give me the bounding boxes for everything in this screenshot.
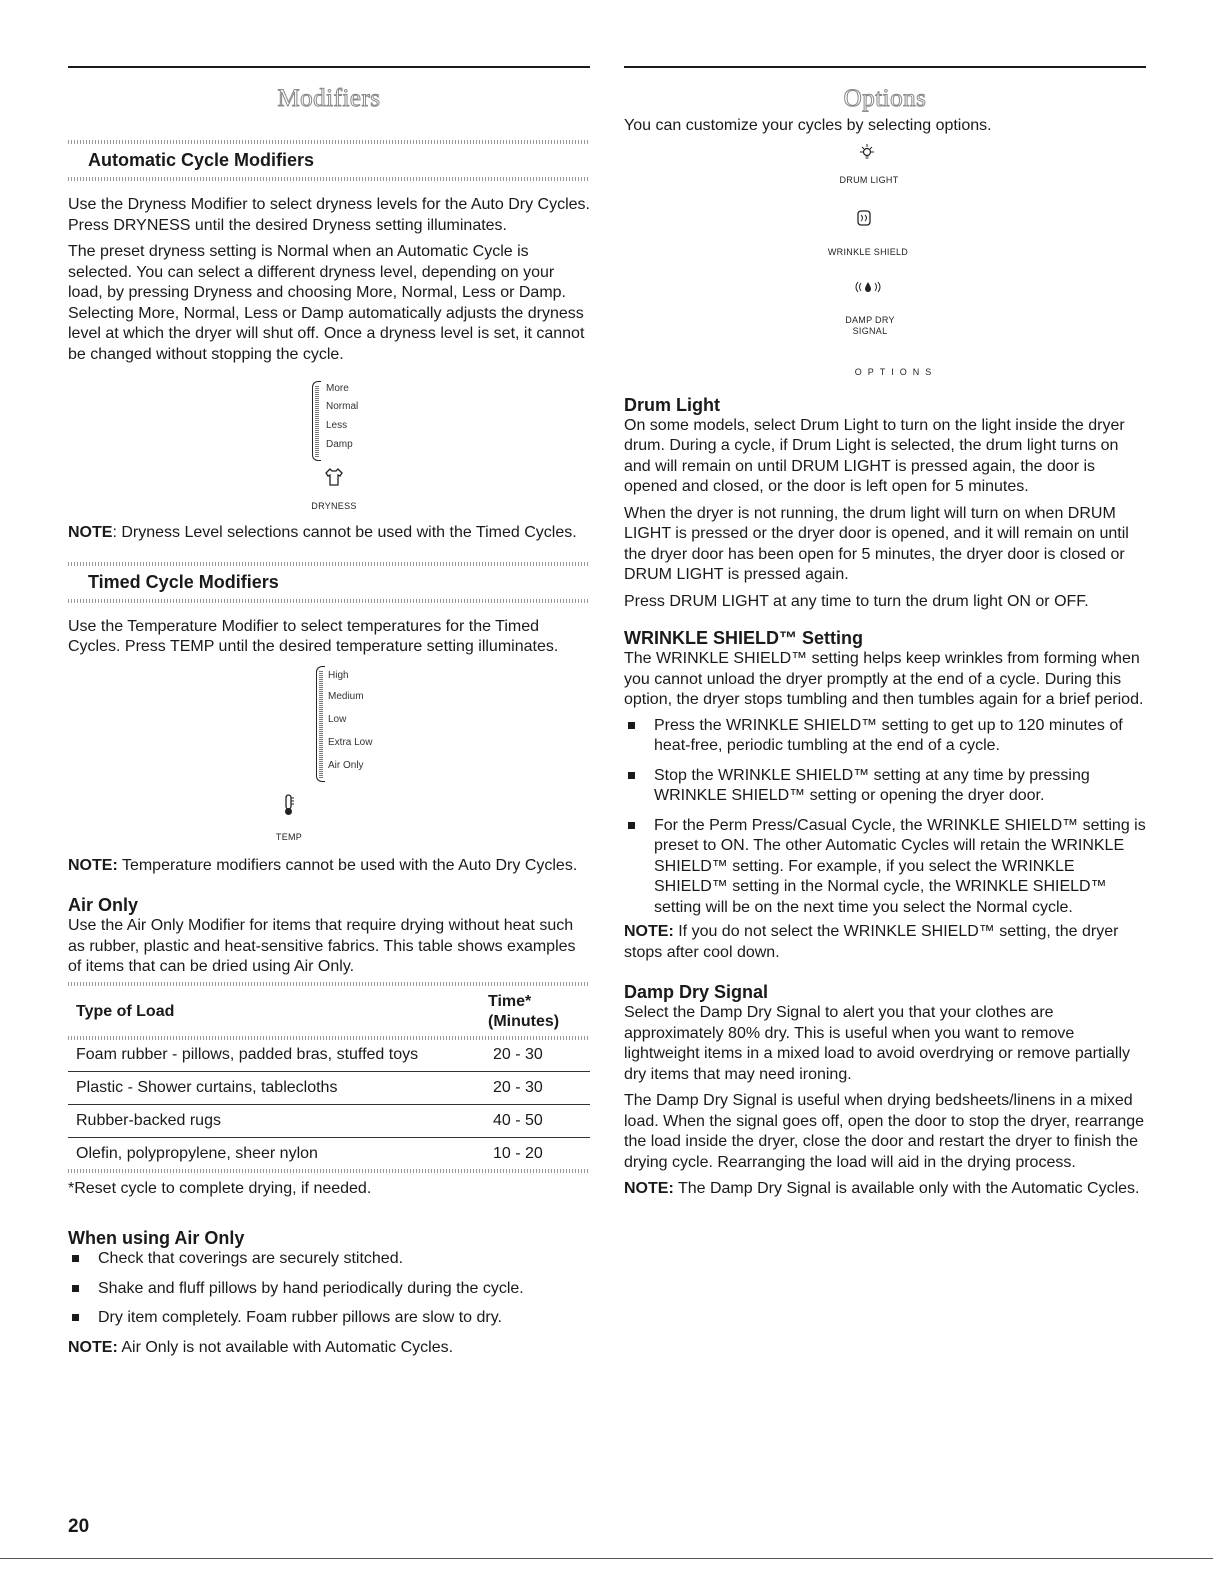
list-item: Check that coverings are securely stitched.: [68, 1249, 590, 1270]
top-rule: [68, 66, 590, 68]
timed-paragraph: Use the Temperature Modifier to select temperatures for the Timed Cycles. Press TEMP until the desired temperature setting illuminates.: [68, 617, 559, 655]
divider: [68, 177, 590, 181]
table-header-type: Type of Load: [76, 1002, 175, 1020]
damp-note: NOTE: The Damp Dry Signal is available only with the Automatic Cycles.: [624, 1180, 1140, 1197]
right-column: [624, 66, 1146, 1200]
air-only-table-body: [68, 1040, 590, 1169]
using-air-only-heading: When using Air Only: [68, 1228, 245, 1248]
drum-paragraph-2: When the dryer is not running, the drum light will turn on when DRUM LIGHT is pressed or the dryer door is opened, and it will remain on until the dryer door has been open for 5 minutes, the dryer door is closed or DRUM LIGHT is pressed again.: [624, 504, 1129, 583]
temp-level-extra-low: Extra Low: [328, 736, 373, 748]
table-cell-time: 10 - 20: [493, 1144, 543, 1162]
auto-paragraph-2: The preset dryness setting is Normal when an Automatic Cycle is selected. You can select a different dryness level, depending on your load, by pressing Dryness and choosing More, Normal, Less or Damp. Selecting More, Normal, Less or Damp automatically adjusts the dryness level at which the dryer will shut off. Once a dryness level is set, it cannot be changed without stopping the cycle.: [68, 243, 585, 363]
shirt-icon: [323, 467, 345, 492]
air-only-table: [68, 986, 590, 1036]
table-cell-load: Rubber-backed rugs: [76, 1111, 221, 1129]
list-item: Press the WRINKLE SHIELD™ setting to get up to 120 minutes of heat-free, periodic tumbling at the end of a cycle.: [624, 716, 1146, 757]
section-title-options: Options: [843, 85, 927, 112]
options-controls-2: [624, 327, 1146, 389]
drum-light-label: DRUM LIGHT: [839, 174, 899, 185]
temp-control: [68, 658, 590, 856]
dryness-bracket: [312, 381, 321, 461]
table-cell-load: Foam rubber - pillows, padded bras, stuffed toys: [76, 1045, 419, 1063]
list-item: Dry item completely. Foam rubber pillows are slow to dry.: [68, 1308, 590, 1329]
dryness-level-more: More: [326, 383, 349, 394]
drum-paragraph-1: On some models, select Drum Light to turn on the light inside the dryer drum. During a cycle, if Drum Light is selected, the drum light turns on and will remain on until DRUM LIGHT is pressed again, the door is opened and closed, or the door is left open for 5 minutes.: [624, 416, 1125, 495]
top-rule: [624, 66, 1146, 68]
divider: [68, 599, 590, 603]
temp-note: NOTE: Temperature modifiers cannot be used with the Auto Dry Cycles.: [68, 856, 578, 874]
wrinkle-shield-label: WRINKLE SHIELD: [827, 246, 909, 257]
section-title-modifiers: Modifiers: [277, 85, 381, 112]
air-only-paragraph: Use the Air Only Modifier for items that require drying without heat such as rubber, plastic and heat-sensitive fabrics. This table shows examples of items that can be dried using Air Only.: [68, 917, 576, 975]
wrinkle-shield-heading: WRINKLE SHIELD™ Setting: [624, 628, 863, 648]
table-cell-load: Olefin, polypropylene, sheer nylon: [76, 1144, 318, 1162]
page-number: 20: [68, 1516, 90, 1537]
using-air-only-list: [68, 1249, 590, 1329]
damp-paragraph-2: The Damp Dry Signal is useful when drying bedsheets/linens in a mixed load. When the signal goes off, open the door to stop the dryer, rearrange the load inside the dryer, close the door and restart the dryer to finish the drying cycle. Rearranging the load will aid in the drying process.: [624, 1092, 1145, 1171]
dryness-note: NOTE: Dryness Level selections cannot be used with the Timed Cycles.: [68, 524, 577, 541]
list-item: Stop the WRINKLE SHIELD™ setting at any time by pressing WRINKLE SHIELD™ setting or opening the dryer door.: [624, 766, 1146, 807]
divider: [68, 1169, 590, 1173]
auto-modifiers-heading: Automatic Cycle Modifiers: [88, 150, 315, 170]
options-panel-label: OPTIONS: [854, 366, 938, 377]
temp-level-high: High: [328, 669, 349, 681]
timed-modifiers-heading: Timed Cycle Modifiers: [88, 571, 279, 592]
auto-paragraph-1: Use the Dryness Modifier to select dryness levels for the Auto Dry Cycles. Press DRYNESS until the desired Dryness setting illuminates.: [68, 196, 590, 234]
wrinkle-note: NOTE: If you do not select the WRINKLE SHIELD™ setting, the dryer stops after cool down.: [624, 923, 1119, 961]
options-controls: [624, 137, 1146, 327]
damp-paragraph-1: Select the Damp Dry Signal to alert you that your clothes are approximately 80% dry. This is useful when you want to remove lightweight items in a mixed load to avoid overdrying or remove partially dry items that may need ironing.: [624, 1004, 1131, 1083]
air-only-heading: Air Only: [68, 895, 139, 915]
table-cell-load: Plastic - Shower curtains, tablecloths: [76, 1078, 338, 1096]
wrinkle-shield-icon: [856, 209, 872, 232]
temp-level-medium: Medium: [328, 690, 364, 702]
temp-level-low: Low: [328, 713, 347, 725]
table-header-row: [68, 986, 590, 1036]
damp-dry-label-2: SIGNAL: [852, 325, 888, 336]
damp-dry-heading: Damp Dry Signal: [624, 982, 769, 1002]
dryness-level-less: Less: [326, 420, 348, 431]
dryness-button-label: DRYNESS: [311, 501, 357, 511]
list-item: For the Perm Press/Casual Cycle, the WRINKLE SHIELD™ setting is preset to ON. The other Automatic Cycles will retain the WRINKLE SHIELD™ setting. For example, if you select the WRINKLE SHIELD™ setting in the Normal cycle, the WRINKLE SHIELD™ setting will be on the next time you select the Normal cycle.: [624, 816, 1146, 919]
table-cell-time: 20 - 30: [493, 1045, 543, 1063]
drum-paragraph-3: Press DRUM LIGHT at any time to turn the drum light ON or OFF.: [624, 592, 1089, 610]
temp-bracket: [316, 666, 325, 782]
damp-dry-label-1: DAMP DRY: [845, 314, 895, 325]
options-intro: You can customize your cycles by selecting options.: [624, 117, 992, 134]
table-row: [68, 1137, 590, 1169]
thermometer-icon: [283, 794, 295, 821]
drum-light-heading: Drum Light: [624, 394, 720, 415]
wrinkle-list: [624, 716, 1146, 919]
light-bulb-icon: [858, 143, 876, 168]
dryness-level-damp: Damp: [326, 439, 353, 450]
table-row: [68, 1071, 590, 1104]
list-item: Shake and fluff pillows by hand periodically during the cycle.: [68, 1279, 590, 1300]
dryness-level-normal: Normal: [326, 401, 359, 412]
table-cell-time: 20 - 30: [493, 1078, 543, 1096]
wrinkle-paragraph: The WRINKLE SHIELD™ setting helps keep wrinkles from forming when you cannot unload the dryer promptly at the end of a cycle. During this option, the dryer stops tumbling and then tumbles again for a brief period.: [624, 650, 1144, 708]
table-cell-time: 40 - 50: [493, 1111, 543, 1129]
bottom-rule: [0, 1558, 1213, 1559]
table-row: [68, 1104, 590, 1137]
table-footnote: *Reset cycle to complete drying, if needed.: [68, 1179, 372, 1197]
temp-level-air-only: Air Only: [328, 759, 364, 771]
damp-dry-signal-icon: [853, 279, 883, 300]
using-air-only-note: NOTE: Air Only is not available with Automatic Cycles.: [68, 1338, 454, 1356]
table-header-time: Time* (Minutes): [488, 992, 560, 1030]
table-row: [68, 1040, 590, 1072]
temp-button-label: TEMP: [275, 831, 303, 842]
left-column: [68, 66, 590, 1358]
dryness-control: [68, 365, 590, 523]
